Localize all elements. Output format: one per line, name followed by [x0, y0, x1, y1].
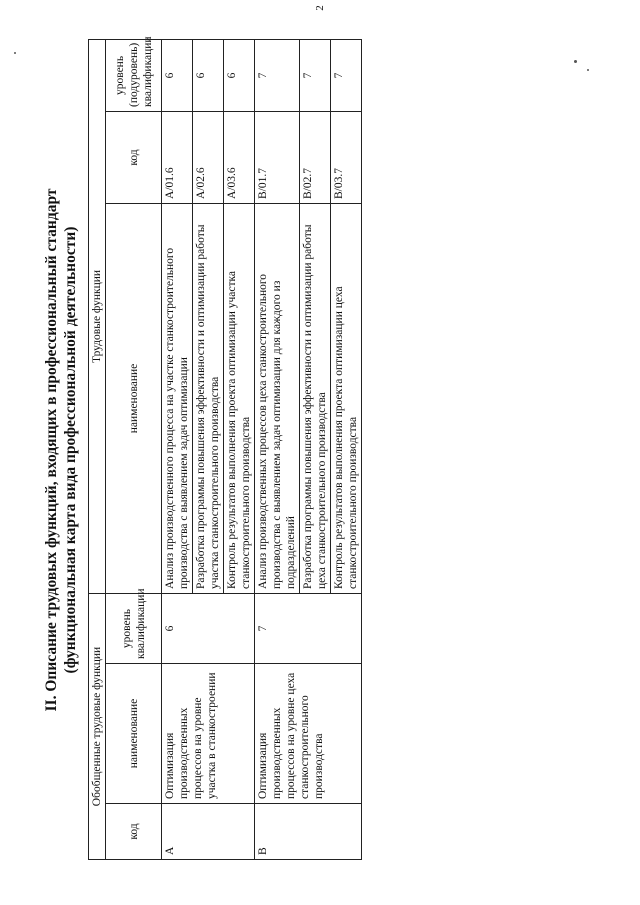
function-name: Анализ производственного процесса на участке станкостроительного производства с выявлением задач оптимизации	[162, 203, 193, 593]
function-code: А/01.6	[162, 111, 193, 203]
group-generalized-header: Обобщенные трудовые функции	[89, 593, 106, 859]
function-name: Анализ производственных процессов цеха станкостроительного производства с выявлением задач оптимизации для каждого из подразделений	[255, 203, 300, 593]
function-level: 7	[300, 39, 331, 111]
function-code: А/03.6	[224, 111, 255, 203]
section-heading	[42, 40, 80, 860]
functional-map-table	[88, 36, 362, 860]
scan-speck	[574, 60, 577, 63]
scan-speck	[587, 69, 589, 71]
col-level-header: уровень квалификации	[106, 593, 162, 663]
function-level: 6	[162, 39, 193, 111]
function-code: В/03.7	[331, 111, 362, 203]
scan-speck	[14, 52, 16, 54]
generalized-level: 6	[162, 593, 255, 663]
group-labor-header: Трудовые функции	[89, 39, 106, 593]
col-name-header: наименование	[106, 664, 162, 804]
function-code: А/02.6	[193, 111, 224, 203]
function-level: 6	[193, 39, 224, 111]
col-function-name-header: наименование	[106, 203, 162, 593]
generalized-name: Оптимизация производственных процессов на уровне участка в станкостроении	[162, 664, 255, 804]
function-level: 7	[255, 39, 300, 111]
function-level: 7	[331, 39, 362, 111]
function-code: В/01.7	[255, 111, 300, 203]
col-sublevel-header: уровень (подуровень) квалификации	[106, 39, 162, 111]
page-number: 2	[314, 5, 326, 11]
col-function-code-header: код	[106, 111, 162, 203]
generalized-code: А	[162, 804, 255, 860]
col-code-header: код	[106, 804, 162, 860]
heading-line-1: II. Описание трудовых функций, входящих в профессиональный стандарт	[43, 188, 60, 712]
heading-line-2: (функциональная карта вида профессиональной деятельности)	[62, 226, 79, 674]
header-row	[106, 39, 162, 859]
function-name: Разработка программы повышения эффективности и оптимизации работы участка станкостроительного производства	[193, 203, 224, 593]
header-group-row	[89, 39, 106, 859]
generalized-name: Оптимизация производственных процессов на уровне цеха станкостроительного производства	[255, 664, 362, 804]
function-name: Разработка программы повышения эффективности и оптимизации работы цеха станкостроительного производства	[300, 203, 331, 593]
generalized-level: 7	[255, 593, 362, 663]
function-level: 6	[224, 39, 255, 111]
function-code: В/02.7	[300, 111, 331, 203]
function-name: Контроль результатов выполнения проекта оптимизации цеха станкостроительного производства	[331, 203, 362, 593]
table-row	[255, 39, 300, 859]
rotated-content	[42, 36, 422, 860]
generalized-code: В	[255, 804, 362, 860]
table-row	[162, 39, 193, 859]
function-name: Контроль результатов выполнения проекта оптимизации участка станкостроительного производства	[224, 203, 255, 593]
